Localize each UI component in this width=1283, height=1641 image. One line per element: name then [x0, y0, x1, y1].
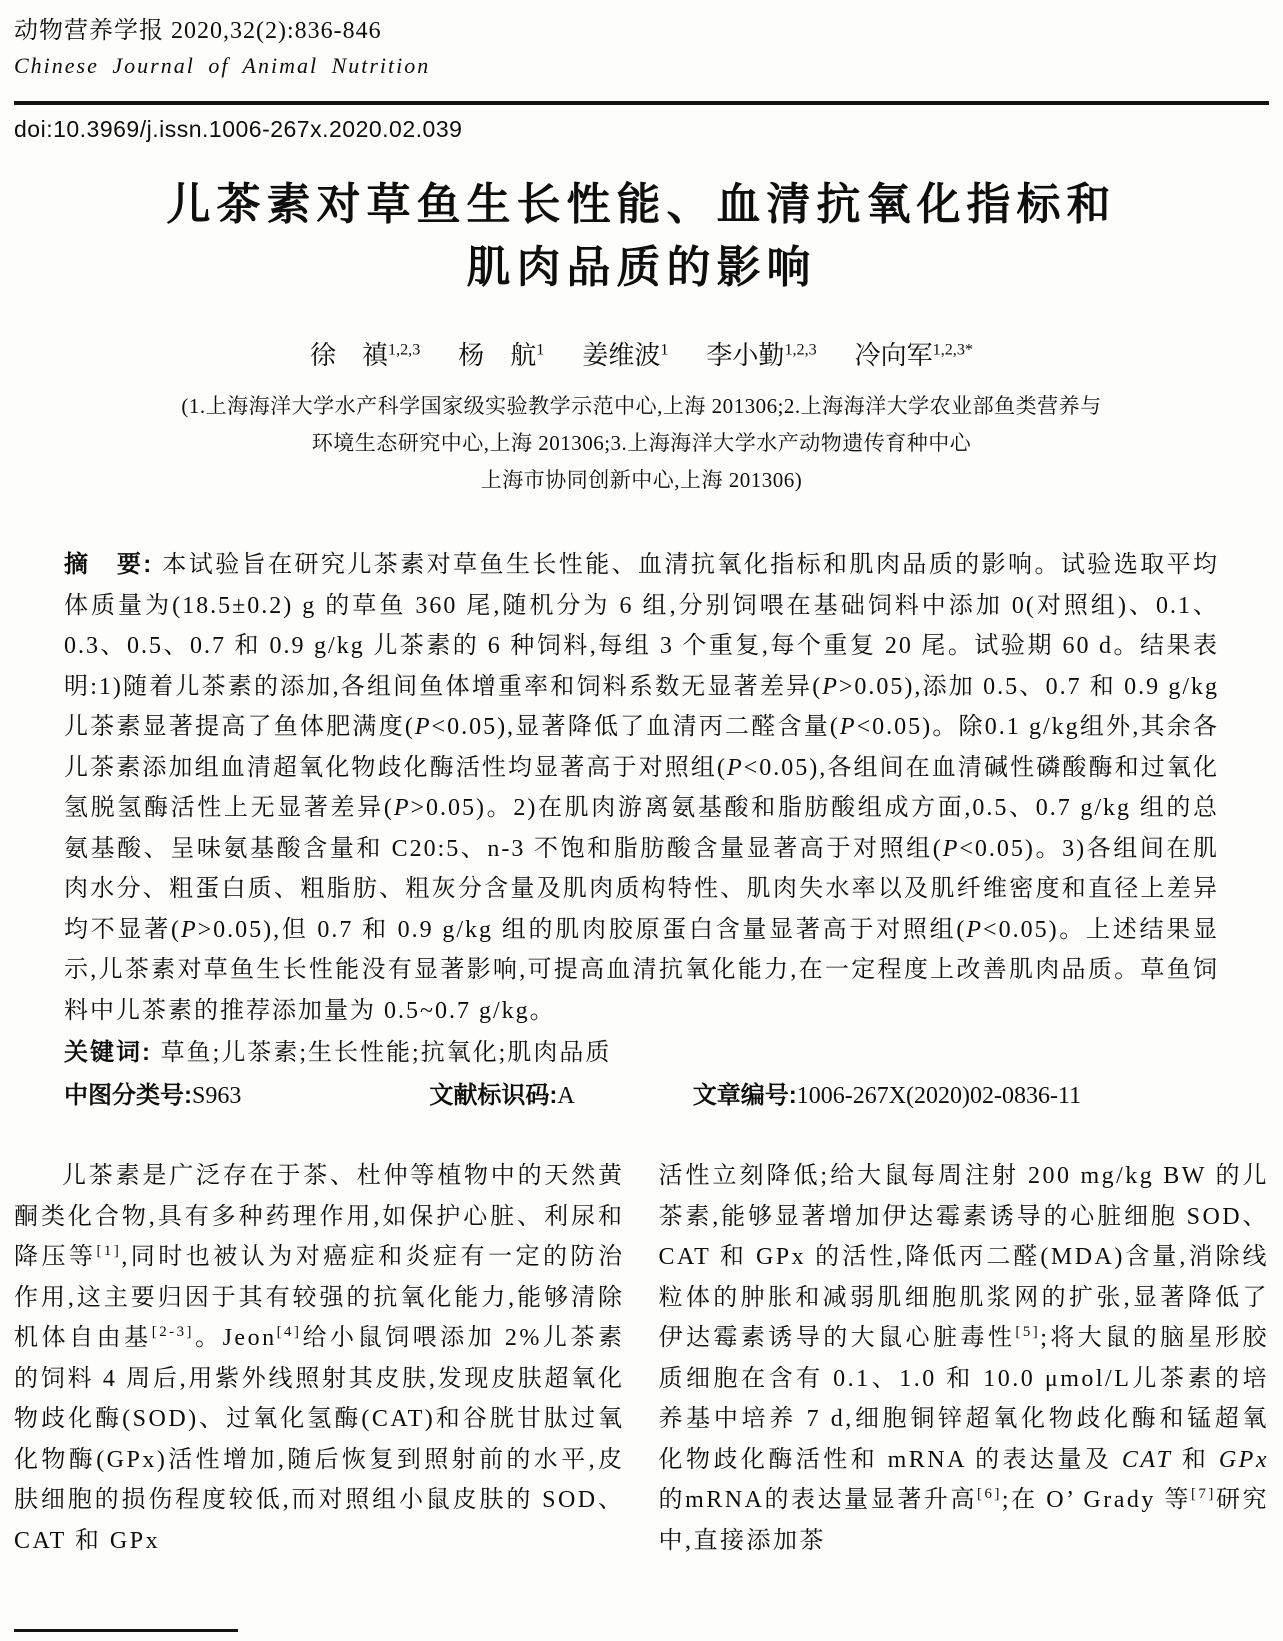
meta-row — [64, 1076, 1219, 1116]
author — [582, 335, 668, 372]
affiliation-line: 环境生态研究中心,上海 201306;3.上海海洋大学水产动物遗传育种中心 — [311, 431, 972, 455]
affiliation-line: (1.上海海洋大学水产科学国家级实验教学示范中心,上海 201306;2.上海海洋大学农业部鱼类营养与 — [181, 394, 1102, 418]
article-id — [693, 1076, 1081, 1116]
author-name: 杨 航 — [458, 341, 537, 370]
article-title — [14, 173, 1269, 299]
authors-line — [14, 335, 1269, 372]
author-affil-sup: 1 — [660, 341, 669, 359]
affiliations — [14, 388, 1269, 499]
clc-value: S963 — [192, 1083, 242, 1109]
author — [310, 335, 420, 372]
keywords-line — [64, 1033, 1219, 1073]
article-id-label: 文章编号: — [692, 1082, 797, 1109]
author-affil-sup: 1,2,3 — [784, 341, 817, 359]
abstract-paragraph — [64, 545, 1219, 1031]
author-affil-sup: 1,2,3* — [932, 341, 973, 359]
footnote-divider — [14, 1629, 238, 1632]
author-name: 李小勤 — [706, 341, 785, 370]
clc-number — [64, 1076, 241, 1116]
header-divider — [14, 101, 1269, 105]
document-code-value: A — [557, 1083, 575, 1109]
abstract-text: 本试验旨在研究儿茶素对草鱼生长性能、血清抗氧化指标和肌肉品质的影响。试验选取平均体质量为(18.5±0.2) g 的草鱼 360 尾,随机分为 6 组,分别饲喂在基础饲料中添加 0(对照组)、0.1、0.3、0.5、0.7 和 0.9 g/kg 儿茶素的 6 种饲料,每组 3 个重复,每个重复 20 尾。试验期 60 d。结果表明:1)随着儿茶素的添加,各组间鱼体增重率和饲料系数无显著差异(P>0.05),添加 0.5、0.7 和 0.9 g/kg 儿茶素显著提高了鱼体肥满度(P<0.05),显著降低了血清丙二醛含量(P<0.05)。除0.1 g/kg组外,其余各儿茶素添加组血清超氧化物歧化酶活性均显著高于对照组(P<0.05),各组间在血清碱性磷酸酶和过氧化氢脱氢酶活性上无显著差异(P>0.05)。2)在肌肉游离氨基酸和脂肪酸组成方面,0.5、0.7 g/kg 组的总氨基酸、呈味氨基酸含量和 C20:5、n-3 不饱和脂肪酸含量显著高于对照组(P<0.05)。3)各组间在肌肉水分、粗蛋白质、粗脂肪、粗灰分含量及肌肉质构特性、肌肉失水率以及肌纤维密度和直径上差异均不显著(P>0.05),但 0.7 和 0.9 g/kg 组的肌肉胶原蛋白含量显著高于对照组(P<0.05)。上述结果显示,儿茶素对草鱼生长性能没有显著影响,可提高血清抗氧化能力,在一定程度上改善肌肉品质。草鱼饲料中儿茶素的推荐添加量为 0.5~0.7 g/kg。 — [64, 552, 1220, 1024]
abstract-label: 摘 要: — [64, 551, 163, 578]
keywords-label: 关键词: — [64, 1039, 161, 1066]
intro-paragraph-right: 活性立刻降低;给大鼠每周注射 200 mg/kg BW 的儿茶素,能够显著增加伊达霉素诱导的心脏细胞 SOD、CAT 和 GPx 的活性,降低丙二醛(MDA)含量,消除线粒体的肿胀和减弱肌细胞肌浆网的扩张,显著降低了伊达霉素诱导的大鼠心脏毒性[5];将大鼠的脑星形胶质细胞在含有 0.1、1.0 和 10.0 μmol/L儿茶素的培养基中培养 7 d,细胞铜锌超氧化物歧化酶和锰超氧化物歧化酶活性和 mRNA 的表达量及 CAT 和 GPx 的mRNA的表达量显著升高[6];在 O’ Grady 等[7]研究中,直接添加茶 — [658, 1163, 1270, 1554]
author-name: 冷向军 — [854, 341, 933, 370]
author — [458, 335, 544, 372]
intro-paragraph-left: 儿茶素是广泛存在于茶、杜仲等植物中的天然黄酮类化合物,具有多种药理作用,如保护心脏、利尿和降压等[1],同时也被认为对癌症和炎症有一定的防治作用,这主要归因于其有较强的抗氧化能力,能够清除机体自由基[2-3]。Jeon[4]给小鼠饲喂添加 2%儿茶素的饲料 4 周后,用紫外线照射其皮肤,发现皮肤超氧化物歧化酶(SOD)、过氧化氢酶(CAT)和谷胱甘肽过氧化物酶(GPx)活性增加,随后恢复到照射前的水平,皮肤细胞的损伤程度较低,而对照组小鼠皮肤的 SOD、CAT 和 GPx — [14, 1163, 625, 1554]
author-name: 徐 禛 — [310, 341, 389, 370]
author-name: 姜维波 — [582, 341, 661, 370]
clc-label: 中图分类号: — [64, 1082, 192, 1109]
document-code — [429, 1076, 574, 1116]
affiliation-line: 上海市协同创新中心,上海 201306) — [480, 468, 803, 492]
left-column — [14, 1156, 625, 1561]
right-column — [659, 1156, 1270, 1561]
author-affil-sup: 1 — [536, 341, 545, 359]
document-code-label: 文献标识码: — [429, 1082, 558, 1109]
journal-title-en: Chinese Journal of Animal Nutrition — [14, 53, 431, 78]
keywords-text: 草鱼;儿茶素;生长性能;抗氧化;肌肉品质 — [160, 1040, 612, 1066]
body-columns — [14, 1156, 1269, 1561]
journal-title-cn: 动物营养学报 2020,32(2):836-846 — [14, 18, 382, 44]
author — [855, 335, 973, 372]
article-title-line1: 儿茶素对草鱼生长性能、血清抗氧化指标和 — [166, 180, 1117, 229]
doi-line: doi:10.3969/j.issn.1006-267x.2020.02.039 — [14, 116, 463, 142]
article-title-line2: 肌肉品质的影响 — [466, 243, 817, 292]
article-id-value: 1006-267X(2020)02-0836-11 — [796, 1083, 1082, 1109]
author-affil-sup: 1,2,3 — [388, 341, 421, 359]
author — [706, 335, 816, 372]
